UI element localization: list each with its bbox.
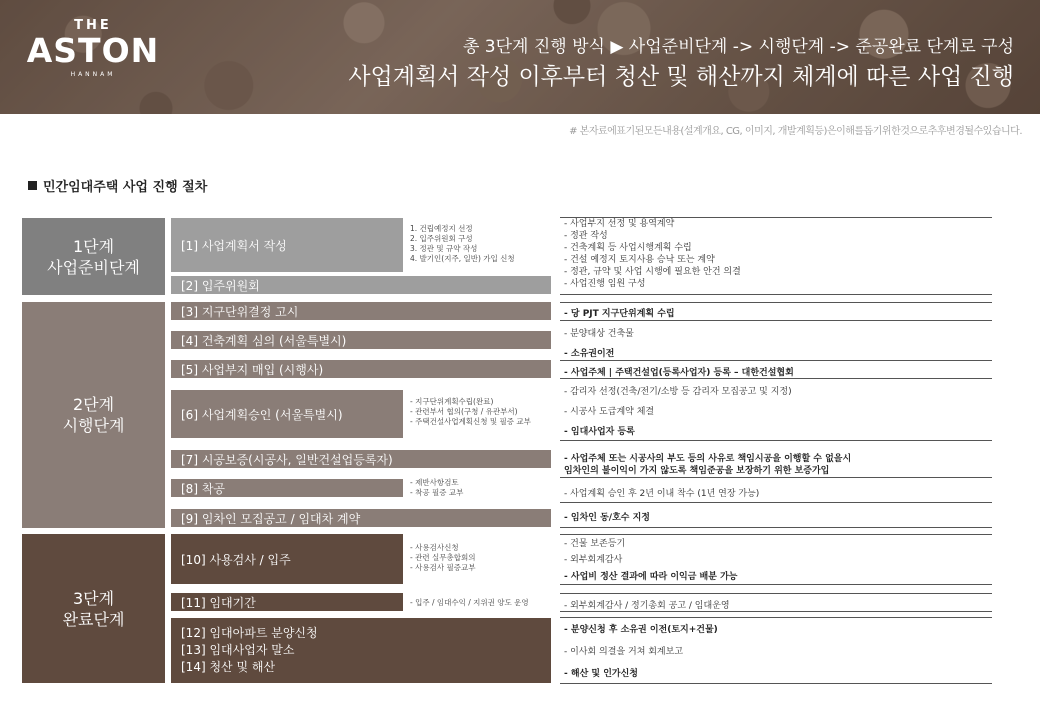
step-4: [4] 건축계획 심의 (서울특별시) [171,331,551,349]
stage-3 [22,534,165,683]
subnote: - 사용검사신청 [410,543,459,552]
desc-10c: - 사업비 정산 결과에 따라 이익금 배분 가능 [564,572,738,582]
stage-1 [22,218,165,295]
desc-line: - 건설 예정지 토지사용 승낙 또는 계약 [564,255,715,265]
subnote: - 착공 필증 교부 [410,488,464,497]
desc-7b: 임차인의 불이익이 가지 않도록 책임준공을 보장하기 위한 보증가입 [564,466,830,476]
divider [560,683,992,684]
subnote: - 사용검사 필증교부 [410,563,476,572]
desc-line: - 건축계획 등 사업시행계획 수립 [564,243,692,253]
desc-8: - 사업계획 승인 후 2년 이내 착수 (1년 연장 가능) [564,489,760,499]
desc-line: - 사업부지 선정 및 용역계약 [564,219,675,229]
step-1-subnotes [410,224,515,264]
step-1: [1] 사업계획서 작성 [171,218,403,272]
subnote: 1. 건립예정지 선정 [410,224,473,233]
divider [560,360,992,361]
desc-line: - 정관 작성 [564,231,608,241]
subnote: - 관련부서 협의(구청 / 유관부서) [410,407,518,416]
stage-1-number: 1단계 [72,236,115,256]
divider [560,527,992,528]
section-title [28,176,207,195]
desc-14: - 해산 및 인가신청 [564,669,638,679]
desc-4b: - 소유권이전 [564,349,615,359]
divider [560,477,992,478]
divider [560,302,992,303]
desc-6c: - 임대사업자 등록 [564,427,635,437]
stage-3-name: 완료단계 [62,609,125,629]
step-12-14 [171,618,551,683]
subnote: 3. 정관 및 규약 작성 [410,244,478,253]
step-11: [11] 임대기간 [171,593,403,611]
stage-2 [22,302,165,528]
header-title: 사업계획서 작성 이후부터 청산 및 해산까지 체계에 따른 사업 진행 [348,64,1014,90]
step-5: [5] 사업부지 매입 (시행사) [171,360,551,378]
subnote: - 지구단위계획수립(완료) [410,397,494,406]
step-6-subnotes [410,397,531,427]
subnote: - 제반사항검토 [410,478,459,487]
step-12: [12] 임대아파트 분양신청 [181,626,318,640]
step-10-subnotes [410,543,475,573]
subnote: 2. 입주위원회 구성 [410,234,473,243]
logo [26,18,160,78]
divider [560,534,992,535]
desc-7a: - 사업주체 또는 시공사의 부도 등의 사유로 책임시공을 이행할 수 없을시 [564,454,852,464]
step-11-subnote: - 입주 / 임대수익 / 지위권 양도 운영 [410,598,529,607]
step-7: [7] 시공보증(시공사, 일반건설업등록자) [171,450,551,468]
divider [560,593,992,594]
desc-6b: - 시공사 도급계약 체결 [564,407,655,417]
step-3: [3] 지구단위결정 고시 [171,302,551,320]
divider [560,502,992,503]
desc-4: - 분양대상 건축물 [564,329,634,339]
logo-hannam: HANNAM [70,71,116,78]
divider [560,378,992,379]
stage-1-descriptions [564,218,996,290]
divider [560,611,992,612]
desc-5: - 사업주체 | 주택건설업(등록사업자) 등록 – 대한건설협회 [564,368,794,378]
step-10: [10] 사용검사 / 입주 [171,534,403,584]
desc-line: - 사업진행 임원 구성 [564,279,646,289]
stage-2-name: 시행단계 [62,416,125,435]
stage-1-name: 사업준비단계 [47,257,140,277]
stage-2-number: 2단계 [72,395,115,414]
desc-12: - 분양신청 후 소유권 이전(토지+건물) [564,625,718,635]
divider [560,617,992,618]
desc-3: - 당 PJT 지구단위계획 수립 [564,309,675,319]
logo-the: THE [74,18,112,33]
subnote: 4. 발기인(지주, 일반) 가입 신청 [410,254,515,263]
desc-10b: - 외부회계감사 [564,555,623,565]
divider [560,320,992,321]
header-banner [0,0,1040,114]
desc-10a: - 건물 보존등기 [564,539,626,549]
step-9: [9] 임차인 모집공고 / 임대차 계약 [171,509,551,527]
step-8-subnotes [410,478,463,498]
step-6: [6] 사업계획승인 (서울특별시) [171,390,403,438]
subnote: - 주택건설사업계획신청 및 필증 교부 [410,417,531,426]
step-2: [2] 입주위원회 [171,276,551,294]
step-13: [13] 임대사업자 말소 [181,643,295,657]
divider [560,294,992,295]
desc-line: - 정관, 규약 및 사업 시행에 필요한 안건 의결 [564,267,741,277]
disclaimer-notice: # 본자료에표기된모든내용(설계개요, CG, 이미지, 개발계획등)은이해를돕기위한것으로추후변경될수있습니다. [569,126,1022,137]
subnote: - 관련 실무총합회의 [410,553,476,562]
step-8: [8] 착공 [171,479,403,497]
step-14: [14] 청산 및 해산 [181,660,276,674]
logo-aston: ASTON [26,31,160,70]
divider [560,584,992,585]
desc-9: - 임차인 동/호수 지정 [564,513,650,523]
header-subtitle: 총 3단계 진행 방식 ▶ 사업준비단계 -> 시행단계 -> 준공완료 단계로 구성 [462,37,1014,57]
divider [560,440,992,441]
square-bullet-icon [28,181,37,190]
stage-3-number: 3단계 [72,588,115,608]
desc-6a: - 감리자 선정(건축/전기/소방 등 감리자 모집공고 및 지정) [564,387,792,397]
section-title-text: 민간임대주택 사업 진행 절차 [43,180,208,195]
desc-13: - 이사회 의결을 거쳐 회계보고 [564,647,684,657]
desc-11: - 외부회계감사 / 정기총회 공고 / 임대운영 [564,601,730,611]
